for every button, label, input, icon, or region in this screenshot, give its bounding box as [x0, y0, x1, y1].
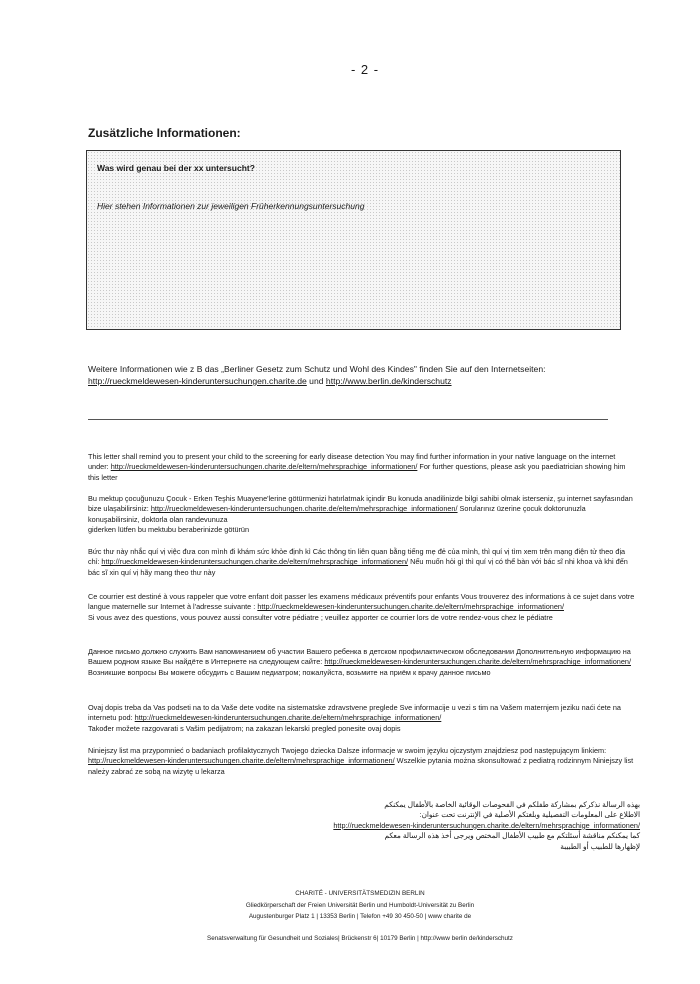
- paragraph-arabic: [240, 800, 640, 852]
- russian-link[interactable]: http://rueckmeldewesen-kinderuntersuchungen.charite.de/eltern/mehrsprachige_informationen/: [324, 657, 631, 667]
- further-information-text: Weitere Informationen wie z B das „Berliner Gesetz zum Schutz und Wohl des Kindes" finden Sie auf den Internetseiten:: [88, 364, 546, 374]
- turkish-text-3: giderken lütfen bu mektubu beraberinizde götürün: [88, 525, 250, 535]
- vietnamese-link[interactable]: http://rueckmeldewesen-kinderuntersuchungen.charite.de/eltern/mehrsprachige_informationen/: [101, 557, 409, 567]
- footer-senate: [0, 933, 700, 945]
- info-box-question: Was wird genau bei der xx untersucht?: [97, 163, 255, 173]
- section-title: Zusätzliche Informationen:: [88, 126, 241, 140]
- turkish-text-1: Bu mektup çocuğunuzu Çocuk - Erken Teşhis Muayene'lerine götürmenizi hatırlatmak içindir Bu konuda anadilinizde bilgi sahibi olmak isterseniz, şu internet sayfasından bize ulaşabilirsiniz:: [88, 494, 633, 514]
- paragraph-turkish: [88, 494, 638, 536]
- footer-institution: CHARITÉ - UNIVERSITÄTSMEDIZIN BERLIN: [295, 890, 425, 897]
- footer-line-3: Augustenburger Platz 1 | 13353 Berlin | Telefon +49 30 450-50 | www charite de: [248, 913, 472, 920]
- bcs-link[interactable]: http://rueckmeldewesen-kinderuntersuchungen.charite.de/eltern/mehrsprachige_informationen/: [134, 713, 442, 723]
- bcs-text-2: Također možete razgovarati s Vašim pedijatrom; na zakazan lekarski pregled ponesite ovaj dopis: [88, 723, 401, 733]
- info-box: [86, 150, 621, 330]
- kinderschutz-link[interactable]: http://www.berlin.de/kinderschutz: [325, 376, 452, 386]
- arabic-line-3: كما يمكنكم مناقشة أسئلتكم مع طبيب الأطفال المختص ويرجى أخذ هذه الرسالة معكم: [384, 831, 640, 841]
- arabic-line-2: الاطلاع على المعلومات التفصيلية وبلغتكم الأصلية في الإنترنت تحت عنوان:: [419, 810, 640, 820]
- vietnamese-text-2: Nếu muốn hỏi gì thì quí vị có thể bàn với bác sĩ nhi khoa và khi đến bác sĩ xin quí vị hãy mang theo thư này: [88, 557, 628, 577]
- bcs-text-1: Ovaj dopis treba da Vas podseti na to da Vaše dete vodite na sistematske zdravstvene preglede Sve informacije u vezi s tim na Vašem maternjem jeziku naći ćete na internetu pod:: [88, 703, 621, 723]
- arabic-link[interactable]: http://rueckmeldewesen-kinderuntersuchungen.charite.de/eltern/mehrsprachige_informationen/: [333, 820, 640, 830]
- french-text-2: Si vous avez des questions, vous pouvez aussi consulter votre pédiatre ; veuillez apporter ce courrier lors de votre rendez-vous chez le pédiatre: [88, 612, 553, 622]
- russian-text-1: Данное письмо должно служить Вам напоминанием об участии Вашего ребенка в детском профилактическом обследовании Дополнительную информацию на Вашем родном языке Вы найдёте в Интернете на следующем сайте:: [88, 647, 631, 667]
- paragraph-russian: [88, 647, 638, 678]
- divider: [88, 419, 608, 420]
- page-number: - 2 -: [350, 62, 380, 77]
- turkish-link[interactable]: http://rueckmeldewesen-kinderuntersuchungen.charite.de/eltern/mehrsprachige_informationen/: [150, 504, 458, 514]
- further-information: [88, 363, 628, 387]
- paragraph-bcs: [88, 703, 638, 734]
- footer-line-2: Gliedkörperschaft der Freien Universität Berlin und Humboldt-Universität zu Berlin: [245, 901, 475, 909]
- paragraph-vietnamese: [88, 547, 638, 578]
- paragraph-polish: [88, 746, 638, 777]
- russian-text-2: Возникшие вопросы Вы можете обсудить с Вашим педиатром; пожалуйста, возьмите на приём к врачу данное письмо: [88, 667, 491, 677]
- english-text-1: This letter shall remind you to present your child to the screening for early disease detection You may find further information in your native language on the internet under:: [88, 452, 616, 472]
- english-text-2: For further questions, please ask you paediatrician showing him this letter: [88, 462, 626, 482]
- english-link[interactable]: http://rueckmeldewesen-kinderuntersuchungen.charite.de/eltern/mehrsprachige_informationen/: [110, 462, 418, 472]
- french-link[interactable]: http://rueckmeldewesen-kinderuntersuchungen.charite.de/eltern/mehrsprachige_informationen/: [257, 602, 564, 612]
- charite-link[interactable]: http://rueckmeldewesen-kinderuntersuchungen.charite.de: [88, 376, 307, 386]
- paragraph-french: [88, 592, 638, 623]
- info-box-text: Hier stehen Informationen zur jeweiligen Früherkennungsuntersuchung: [97, 201, 365, 211]
- vietnamese-text-1: Bức thư này nhắc quí vị việc đưa con mình đi khám sức khỏe định kì Các thông tin liên quan bằng tiếng mẹ đẻ của mình, thì quí vị tìm xem trên mạng điện tử theo địa chỉ:: [88, 547, 626, 567]
- footer-line-4: Senatsverwaltung für Gesundheit und Soziales| Brückenstr 6| 10179 Berlin | http://www berlin de/kinderschutz: [207, 935, 513, 942]
- footer-address: [0, 888, 700, 923]
- paragraph-english: [88, 452, 638, 483]
- link-connector: und: [306, 376, 326, 386]
- arabic-line-4: لإظهارها للطبيب أو الطبيبة: [560, 841, 640, 851]
- polish-text-2: Wszelkie pytania można skonsultować z pediatrą rodzinnym Niniejszy list należy zabrać ze sobą na wizytę u lekarza: [88, 756, 634, 776]
- polish-text-1: Niniejszy list ma przypomnieć o badaniach profilaktycznych Twojego dziecka Dalsze informacje w swoim języku ojczystym znajdziesz pod następującym linkiem:: [88, 746, 607, 755]
- polish-link[interactable]: http://rueckmeldewesen-kinderuntersuchungen.charite.de/eltern/mehrsprachige_informationen/: [88, 756, 395, 766]
- arabic-line-1: بهذه الرسالة نذكركم بمشاركة طفلكم في الفحوصات الوقائية الخاصة بالأطفال يمكنكم: [384, 800, 640, 809]
- french-text-1: Ce courrier est destiné à vous rappeler que votre enfant doit passer les examens médicaux préventifs pour enfants Vous trouverez des informations à ce sujet dans votre langue maternelle sur Internet à l'adresse suivante :: [88, 592, 635, 612]
- turkish-text-2: Sorularınız üzerine çocuk doktorunuzla konuşabilirsiniz, doktorla olan randevunuza: [88, 504, 586, 524]
